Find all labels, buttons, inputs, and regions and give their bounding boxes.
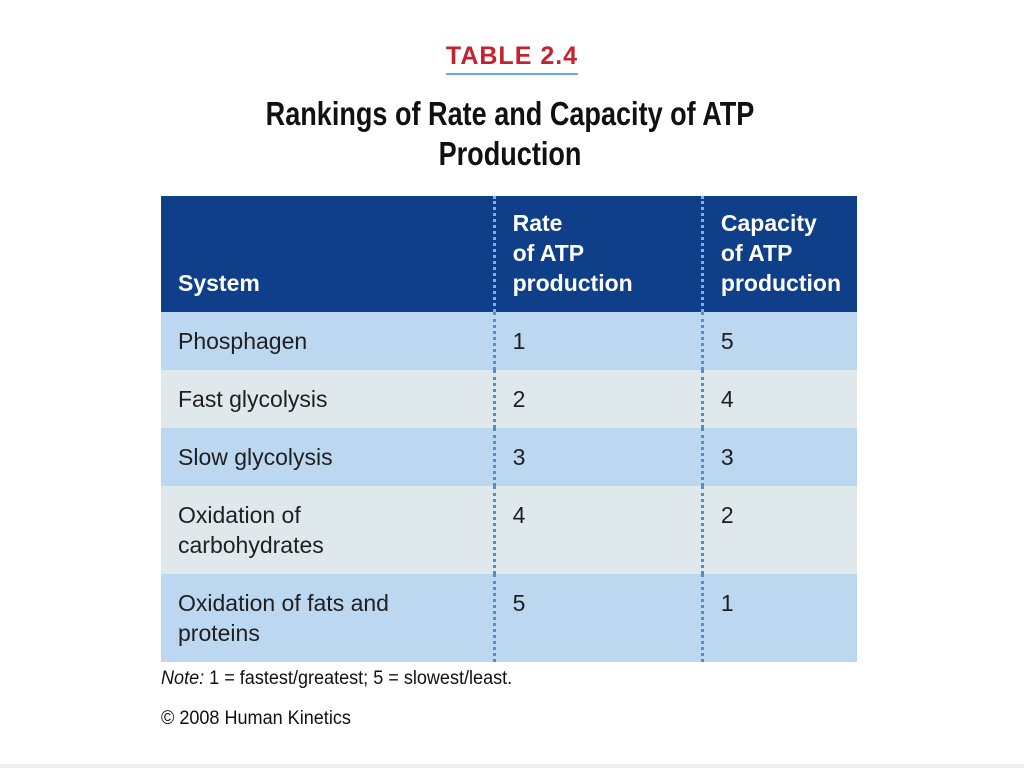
capacity-cell: 4 (702, 370, 857, 428)
table-note (161, 668, 512, 690)
table-number: TABLE 2.4 (0, 42, 1024, 75)
note-label: Note: (161, 668, 205, 689)
table-row (161, 370, 857, 428)
table-title-line-2: Production (438, 135, 582, 172)
capacity-cell: 2 (702, 486, 857, 574)
table-row (161, 574, 857, 662)
bottom-divider (0, 764, 1024, 768)
capacity-cell: 5 (702, 312, 857, 370)
table-row (161, 486, 857, 574)
header-system: System (161, 196, 494, 312)
system-cell: Oxidation of fats and proteins (161, 574, 494, 662)
capacity-cell: 3 (702, 428, 857, 486)
system-cell: Phosphagen (161, 312, 494, 370)
table-row (161, 312, 857, 370)
capacity-cell: 1 (702, 574, 857, 662)
rate-cell: 1 (494, 312, 702, 370)
header-rate: Rate of ATP production (494, 196, 702, 312)
rate-cell: 4 (494, 486, 702, 574)
note-text: 1 = fastest/greatest; 5 = slowest/least. (204, 668, 513, 689)
table-title (264, 94, 756, 174)
rankings-table (161, 196, 857, 662)
rate-cell: 5 (494, 574, 702, 662)
system-cell: Oxidation of carbohydrates (161, 486, 494, 574)
rate-cell: 2 (494, 370, 702, 428)
rate-cell: 3 (494, 428, 702, 486)
system-cell: Slow glycolysis (161, 428, 494, 486)
copyright: © 2008 Human Kinetics (161, 708, 351, 729)
header-row (161, 196, 857, 312)
table-row (161, 428, 857, 486)
system-cell: Fast glycolysis (161, 370, 494, 428)
table-title-line-1: Rankings of Rate and Capacity of ATP (265, 95, 755, 132)
header-capacity: Capacity of ATP production (702, 196, 857, 312)
